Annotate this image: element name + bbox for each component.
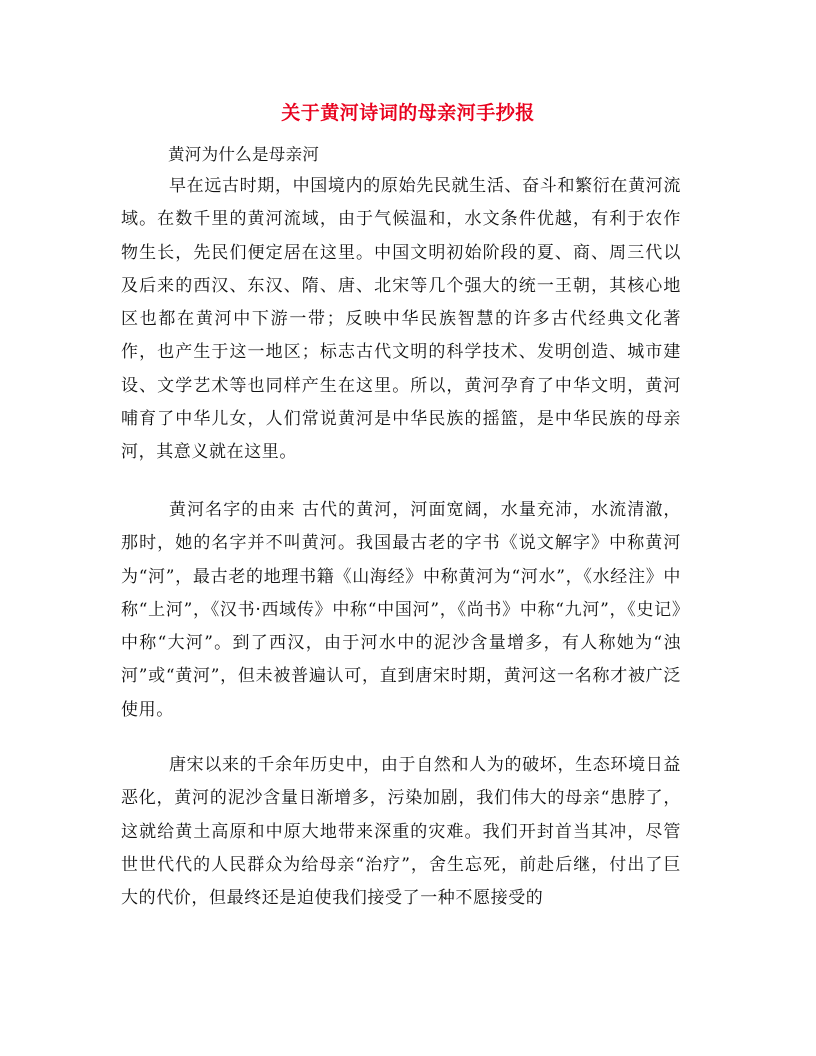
paragraph-ecology: 唐宋以来的千余年历史中，由于自然和人为的破坏，生态环境日益恶化，黄河的泥沙含量日渐增多，污染加剧，我们伟大的母亲“患脖了，这就给黄土高原和中原大地带来深重的灾难。我们开封首当其冲，尽管世世代代的人民群众为给母亲“治疗”，舍生忘死，前赴后继，付出了巨大的代价，但最终还是迫使我们接受了一种不愿接受的 xyxy=(121,755,681,909)
paragraph-origin: 早在远古时期，中国境内的原始先民就生活、奋斗和繁衍在黄河流域。在数千里的黄河流域，由于气候温和，水文条件优越，有利于农作物生长，先民们便定居在这里。中国文明初始阶段的夏、商、周三代以及后来的西汉、东汉、隋、唐、北宋等几个强大的统一王朝，其核心地区也都在黄河中下游一带；反映中华民族智慧的许多古代经典文化著作，也产生于这一地区；标志古代文明的科学技术、发明创造、城市建设、文学艺术等也同样产生在这里。所以，黄河孕育了中华文明，黄河哺育了中华儿女，人们常说黄河是中华民族的摇篮，是中华民族的母亲河，其意义就在这里。 xyxy=(121,176,681,463)
section-heading: 黄河为什么是母亲河 xyxy=(168,145,320,164)
document-title: 关于黄河诗词的母亲河手抄报 xyxy=(281,102,535,124)
paragraph-name-history: 黄河名字的由来 古代的黄河，河面宽阔，水量充沛，水流清澈，那时，她的名字并不叫黄河。我国最古老的字书《说文解字》中称黄河为“河”，最古老的地理书籍《山海经》中称黄河为“河水”，《水经注》中称“上河”，《汉书·西域传》中称“中国河”，《尚书》中称“九河”，《史记》中称“大河”。到了西汉，由于河水中的泥沙含量增多，有人称她为“浊河”或“黄河”，但未被普遍认可，直到唐宋时期，黄河这一名称才被广泛使用。 xyxy=(121,500,681,720)
